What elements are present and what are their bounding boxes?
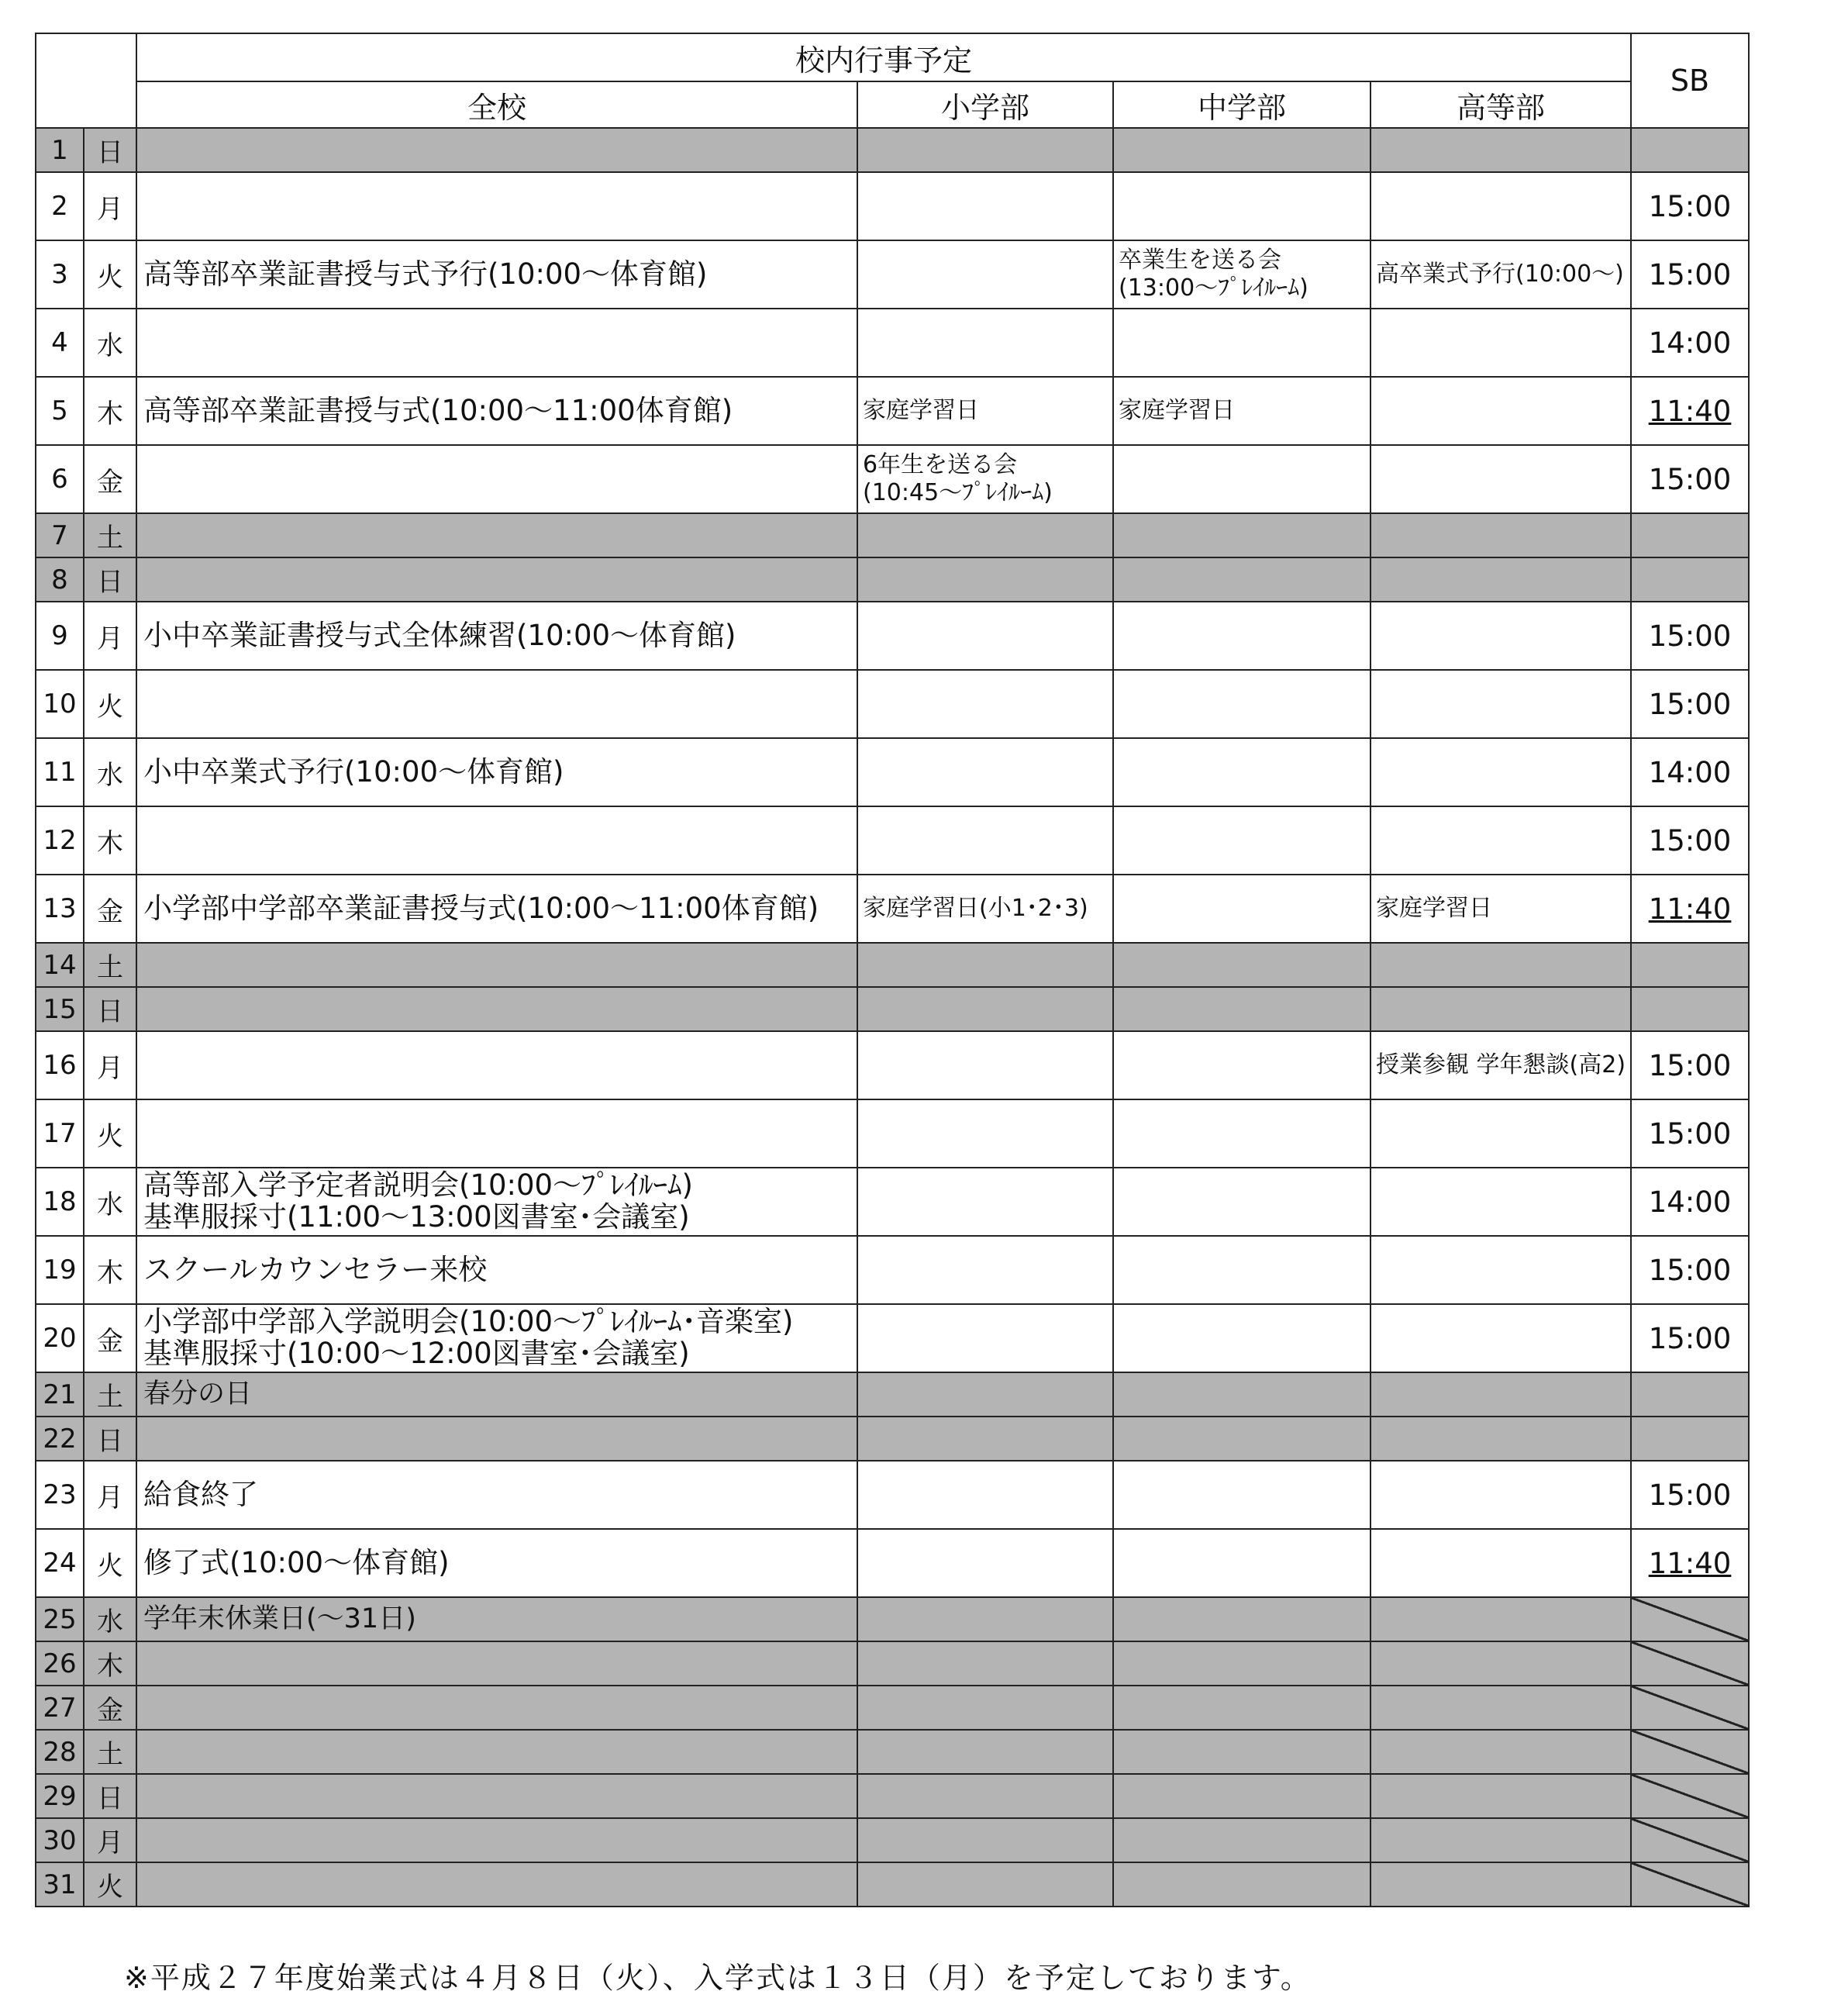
sb-time-value: 14:00 bbox=[1648, 755, 1732, 789]
weekday: 火 bbox=[84, 1862, 136, 1907]
event-all-school bbox=[136, 1686, 857, 1730]
day-number: 2 bbox=[36, 172, 84, 240]
event-middle bbox=[1113, 1031, 1370, 1099]
day-row bbox=[36, 1529, 1749, 1597]
event-high bbox=[1370, 1304, 1631, 1372]
sb-time-value: 11:40 bbox=[1648, 892, 1732, 926]
sb-time bbox=[1631, 1686, 1749, 1730]
sb-time bbox=[1631, 557, 1749, 602]
event-all-school bbox=[136, 128, 857, 172]
col-header-high: 高等部 bbox=[1370, 81, 1631, 128]
event-elementary bbox=[857, 172, 1113, 240]
event-elementary bbox=[857, 128, 1113, 172]
day-number: 31 bbox=[36, 1862, 84, 1907]
day-number: 29 bbox=[36, 1774, 84, 1818]
weekday: 火 bbox=[84, 670, 136, 738]
event-all-school bbox=[136, 309, 857, 377]
sb-time-value: 15:00 bbox=[1648, 1478, 1732, 1512]
sb-time-value: 11:40 bbox=[1648, 1546, 1732, 1580]
weekday: 日 bbox=[84, 1417, 136, 1461]
day-number: 12 bbox=[36, 806, 84, 875]
event-all-school bbox=[136, 943, 857, 987]
event-middle bbox=[1113, 1461, 1370, 1529]
day-number: 15 bbox=[36, 987, 84, 1031]
weekday: 木 bbox=[84, 377, 136, 445]
day-number: 16 bbox=[36, 1031, 84, 1099]
day-row bbox=[36, 806, 1749, 875]
event-elementary bbox=[857, 987, 1113, 1031]
day-row bbox=[36, 987, 1749, 1031]
event-middle bbox=[1113, 1730, 1370, 1774]
weekday: 木 bbox=[84, 806, 136, 875]
event-middle: 卒業生を送る会(13:00〜ﾌﾟﾚｲﾙｰﾑ) bbox=[1113, 240, 1370, 309]
day-number: 30 bbox=[36, 1818, 84, 1862]
day-row bbox=[36, 513, 1749, 557]
event-all-school: 小中卒業式予行(10:00〜体育館) bbox=[136, 738, 857, 806]
event-elementary bbox=[857, 1686, 1113, 1730]
event-elementary bbox=[857, 602, 1113, 670]
day-number: 11 bbox=[36, 738, 84, 806]
event-middle bbox=[1113, 1372, 1370, 1417]
schedule-body bbox=[36, 128, 1749, 1907]
event-elementary bbox=[857, 557, 1113, 602]
sb-time bbox=[1631, 1818, 1749, 1862]
event-all-school bbox=[136, 1730, 857, 1774]
event-high bbox=[1370, 557, 1631, 602]
day-row bbox=[36, 1597, 1749, 1641]
day-number: 9 bbox=[36, 602, 84, 670]
event-high bbox=[1370, 1236, 1631, 1304]
sb-time bbox=[1631, 943, 1749, 987]
weekday: 火 bbox=[84, 240, 136, 309]
event-middle bbox=[1113, 1236, 1370, 1304]
event-elementary bbox=[857, 240, 1113, 309]
day-row bbox=[36, 1168, 1749, 1236]
weekday: 木 bbox=[84, 1236, 136, 1304]
schedule-sheet bbox=[35, 33, 1748, 1924]
event-high bbox=[1370, 987, 1631, 1031]
weekday: 月 bbox=[84, 172, 136, 240]
event-all-school: 給食終了 bbox=[136, 1461, 857, 1529]
event-elementary bbox=[857, 806, 1113, 875]
weekday: 火 bbox=[84, 1529, 136, 1597]
event-middle bbox=[1113, 1529, 1370, 1597]
event-high bbox=[1370, 1529, 1631, 1597]
weekday: 土 bbox=[84, 1372, 136, 1417]
event-middle bbox=[1113, 1304, 1370, 1372]
day-row bbox=[36, 1641, 1749, 1686]
day-number: 26 bbox=[36, 1641, 84, 1686]
sb-time bbox=[1631, 670, 1749, 738]
event-all-school bbox=[136, 1641, 857, 1686]
event-middle bbox=[1113, 987, 1370, 1031]
event-all-school bbox=[136, 1031, 857, 1099]
sb-time bbox=[1631, 1372, 1749, 1417]
weekday: 金 bbox=[84, 1304, 136, 1372]
day-number: 24 bbox=[36, 1529, 84, 1597]
event-elementary bbox=[857, 1304, 1113, 1372]
event-middle bbox=[1113, 875, 1370, 943]
event-high bbox=[1370, 1417, 1631, 1461]
day-number: 19 bbox=[36, 1236, 84, 1304]
weekday: 金 bbox=[84, 1686, 136, 1730]
day-number: 23 bbox=[36, 1461, 84, 1529]
event-middle bbox=[1113, 172, 1370, 240]
event-all-school: 高等部卒業証書授与式(10:00〜11:00体育館) bbox=[136, 377, 857, 445]
event-elementary bbox=[857, 1818, 1113, 1862]
event-elementary bbox=[857, 1774, 1113, 1818]
sb-time-value: 14:00 bbox=[1648, 1185, 1732, 1219]
event-high bbox=[1370, 806, 1631, 875]
day-number: 6 bbox=[36, 445, 84, 513]
event-high bbox=[1370, 172, 1631, 240]
event-middle bbox=[1113, 1597, 1370, 1641]
event-middle bbox=[1113, 445, 1370, 513]
day-row bbox=[36, 1686, 1749, 1730]
weekday: 日 bbox=[84, 1774, 136, 1818]
event-all-school bbox=[136, 1774, 857, 1818]
day-row bbox=[36, 557, 1749, 602]
day-row bbox=[36, 602, 1749, 670]
event-elementary bbox=[857, 943, 1113, 987]
day-number: 25 bbox=[36, 1597, 84, 1641]
event-all-school: 高等部卒業証書授与式予行(10:00〜体育館) bbox=[136, 240, 857, 309]
group-header: 校内行事予定 bbox=[136, 33, 1631, 81]
event-middle bbox=[1113, 670, 1370, 738]
event-all-school: 高等部入学予定者説明会(10:00〜ﾌﾟﾚｲﾙｰﾑ) 基準服採寸(11:00〜13:00図書室･会議室) bbox=[136, 1168, 857, 1236]
event-elementary bbox=[857, 1372, 1113, 1417]
event-elementary: 家庭学習日(小1･2･3) bbox=[857, 875, 1113, 943]
sb-time-value: 15:00 bbox=[1648, 823, 1732, 858]
sb-time bbox=[1631, 1168, 1749, 1236]
sb-time-value: 15:00 bbox=[1648, 1116, 1732, 1151]
sb-time-value: 15:00 bbox=[1648, 462, 1732, 496]
sb-time-value: 15:00 bbox=[1648, 687, 1732, 721]
sb-time bbox=[1631, 1730, 1749, 1774]
event-all-school: 小学部中学部卒業証書授与式(10:00〜11:00体育館) bbox=[136, 875, 857, 943]
event-high bbox=[1370, 445, 1631, 513]
sb-time bbox=[1631, 377, 1749, 445]
event-all-school: 小中卒業証書授与式全体練習(10:00〜体育館) bbox=[136, 602, 857, 670]
sb-time bbox=[1631, 172, 1749, 240]
event-high bbox=[1370, 1641, 1631, 1686]
sb-time bbox=[1631, 1774, 1749, 1818]
sb-time bbox=[1631, 1304, 1749, 1372]
sb-time bbox=[1631, 128, 1749, 172]
footnote: ※平成２７年度始業式は４月８日（火）、入学式は１３日（月）を予定しております。 bbox=[124, 1961, 1312, 1995]
day-number: 7 bbox=[36, 513, 84, 557]
event-high bbox=[1370, 1372, 1631, 1417]
event-elementary bbox=[857, 309, 1113, 377]
sb-time bbox=[1631, 240, 1749, 309]
weekday: 土 bbox=[84, 943, 136, 987]
event-all-school bbox=[136, 670, 857, 738]
weekday: 月 bbox=[84, 1461, 136, 1529]
event-high bbox=[1370, 1686, 1631, 1730]
event-elementary bbox=[857, 1641, 1113, 1686]
weekday: 水 bbox=[84, 1597, 136, 1641]
sb-time bbox=[1631, 309, 1749, 377]
corner-cell bbox=[36, 33, 136, 128]
day-number: 17 bbox=[36, 1099, 84, 1168]
event-high bbox=[1370, 377, 1631, 445]
col-header-elementary: 小学部 bbox=[857, 81, 1113, 128]
event-high: 授業参観 学年懇談(高2) bbox=[1370, 1031, 1631, 1099]
sb-header: SB bbox=[1631, 33, 1749, 128]
day-row bbox=[36, 1818, 1749, 1862]
day-number: 8 bbox=[36, 557, 84, 602]
day-row bbox=[36, 1461, 1749, 1529]
event-elementary bbox=[857, 1236, 1113, 1304]
sb-time bbox=[1631, 987, 1749, 1031]
event-middle bbox=[1113, 943, 1370, 987]
day-number: 4 bbox=[36, 309, 84, 377]
day-row bbox=[36, 128, 1749, 172]
day-row bbox=[36, 1099, 1749, 1168]
day-number: 21 bbox=[36, 1372, 84, 1417]
event-middle bbox=[1113, 806, 1370, 875]
weekday: 日 bbox=[84, 128, 136, 172]
sb-time-value: 15:00 bbox=[1648, 1321, 1732, 1355]
event-middle bbox=[1113, 557, 1370, 602]
event-all-school bbox=[136, 1099, 857, 1168]
event-high: 高卒業式予行(10:00〜) bbox=[1370, 240, 1631, 309]
event-elementary bbox=[857, 1031, 1113, 1099]
weekday: 金 bbox=[84, 445, 136, 513]
day-row bbox=[36, 1031, 1749, 1099]
event-all-school bbox=[136, 806, 857, 875]
event-elementary bbox=[857, 738, 1113, 806]
event-middle bbox=[1113, 1099, 1370, 1168]
day-number: 20 bbox=[36, 1304, 84, 1372]
schedule-table bbox=[35, 33, 1750, 1907]
day-row bbox=[36, 1304, 1749, 1372]
sb-time bbox=[1631, 1417, 1749, 1461]
event-high bbox=[1370, 670, 1631, 738]
event-elementary bbox=[857, 670, 1113, 738]
sb-time-value: 15:00 bbox=[1648, 257, 1732, 292]
weekday: 火 bbox=[84, 1099, 136, 1168]
event-elementary: 6年生を送る会(10:45〜ﾌﾟﾚｲﾙｰﾑ) bbox=[857, 445, 1113, 513]
day-number: 3 bbox=[36, 240, 84, 309]
event-middle bbox=[1113, 513, 1370, 557]
day-row bbox=[36, 1417, 1749, 1461]
event-all-school bbox=[136, 1862, 857, 1907]
event-middle bbox=[1113, 1862, 1370, 1907]
weekday: 水 bbox=[84, 309, 136, 377]
event-high bbox=[1370, 943, 1631, 987]
day-row bbox=[36, 240, 1749, 309]
event-elementary bbox=[857, 1597, 1113, 1641]
event-high bbox=[1370, 1818, 1631, 1862]
event-middle bbox=[1113, 309, 1370, 377]
event-all-school bbox=[136, 1818, 857, 1862]
day-row bbox=[36, 670, 1749, 738]
sb-time bbox=[1631, 1597, 1749, 1641]
day-number: 10 bbox=[36, 670, 84, 738]
sb-time bbox=[1631, 1031, 1749, 1099]
sb-time bbox=[1631, 602, 1749, 670]
event-elementary bbox=[857, 1168, 1113, 1236]
sb-time bbox=[1631, 738, 1749, 806]
weekday: 水 bbox=[84, 1168, 136, 1236]
event-high bbox=[1370, 1099, 1631, 1168]
event-middle bbox=[1113, 602, 1370, 670]
day-row bbox=[36, 1730, 1749, 1774]
event-all-school: 学年末休業日(〜31日) bbox=[136, 1597, 857, 1641]
sb-time bbox=[1631, 1099, 1749, 1168]
day-row bbox=[36, 1372, 1749, 1417]
sb-time-value: 15:00 bbox=[1648, 619, 1732, 653]
sb-time bbox=[1631, 1236, 1749, 1304]
day-row bbox=[36, 1862, 1749, 1907]
event-high bbox=[1370, 1774, 1631, 1818]
event-all-school: 修了式(10:00〜体育館) bbox=[136, 1529, 857, 1597]
event-high bbox=[1370, 1597, 1631, 1641]
event-middle bbox=[1113, 1686, 1370, 1730]
event-middle bbox=[1113, 1417, 1370, 1461]
sb-time-value: 15:00 bbox=[1648, 189, 1732, 223]
day-row bbox=[36, 943, 1749, 987]
sb-time-value: 15:00 bbox=[1648, 1048, 1732, 1082]
day-number: 18 bbox=[36, 1168, 84, 1236]
sb-time-value: 15:00 bbox=[1648, 1253, 1732, 1287]
weekday: 月 bbox=[84, 1818, 136, 1862]
event-all-school bbox=[136, 513, 857, 557]
col-header-middle: 中学部 bbox=[1113, 81, 1370, 128]
event-all-school bbox=[136, 172, 857, 240]
weekday: 月 bbox=[84, 1031, 136, 1099]
event-high bbox=[1370, 738, 1631, 806]
event-middle bbox=[1113, 1818, 1370, 1862]
weekday: 木 bbox=[84, 1641, 136, 1686]
day-number: 22 bbox=[36, 1417, 84, 1461]
weekday: 金 bbox=[84, 875, 136, 943]
event-high bbox=[1370, 309, 1631, 377]
weekday: 日 bbox=[84, 987, 136, 1031]
sb-time-value: 14:00 bbox=[1648, 326, 1732, 360]
day-row bbox=[36, 172, 1749, 240]
sb-time bbox=[1631, 875, 1749, 943]
weekday: 月 bbox=[84, 602, 136, 670]
day-row bbox=[36, 445, 1749, 513]
weekday: 日 bbox=[84, 557, 136, 602]
day-row bbox=[36, 1774, 1749, 1818]
event-high bbox=[1370, 1730, 1631, 1774]
sb-time-value: 11:40 bbox=[1648, 394, 1732, 428]
weekday: 土 bbox=[84, 513, 136, 557]
event-elementary bbox=[857, 1461, 1113, 1529]
event-all-school bbox=[136, 987, 857, 1031]
day-number: 13 bbox=[36, 875, 84, 943]
event-middle bbox=[1113, 738, 1370, 806]
event-high bbox=[1370, 1461, 1631, 1529]
sb-time bbox=[1631, 1641, 1749, 1686]
day-number: 28 bbox=[36, 1730, 84, 1774]
event-all-school: 小学部中学部入学説明会(10:00〜ﾌﾟﾚｲﾙｰﾑ･音楽室) 基準服採寸(10:00〜12:00図書室･会議室) bbox=[136, 1304, 857, 1372]
event-all-school: スクールカウンセラー来校 bbox=[136, 1236, 857, 1304]
event-high bbox=[1370, 128, 1631, 172]
event-high bbox=[1370, 513, 1631, 557]
day-row bbox=[36, 309, 1749, 377]
event-elementary bbox=[857, 1529, 1113, 1597]
event-elementary bbox=[857, 1417, 1113, 1461]
day-row bbox=[36, 738, 1749, 806]
sb-time bbox=[1631, 1862, 1749, 1907]
event-middle bbox=[1113, 128, 1370, 172]
event-high bbox=[1370, 602, 1631, 670]
event-elementary bbox=[857, 1862, 1113, 1907]
sb-time bbox=[1631, 445, 1749, 513]
event-elementary: 家庭学習日 bbox=[857, 377, 1113, 445]
event-elementary bbox=[857, 513, 1113, 557]
day-row bbox=[36, 377, 1749, 445]
event-middle bbox=[1113, 1641, 1370, 1686]
event-high: 家庭学習日 bbox=[1370, 875, 1631, 943]
event-middle: 家庭学習日 bbox=[1113, 377, 1370, 445]
event-high bbox=[1370, 1862, 1631, 1907]
weekday: 土 bbox=[84, 1730, 136, 1774]
event-elementary bbox=[857, 1099, 1113, 1168]
sb-time bbox=[1631, 513, 1749, 557]
event-elementary bbox=[857, 1730, 1113, 1774]
weekday: 水 bbox=[84, 738, 136, 806]
day-row bbox=[36, 1236, 1749, 1304]
event-middle bbox=[1113, 1774, 1370, 1818]
event-all-school: 春分の日 bbox=[136, 1372, 857, 1417]
day-number: 1 bbox=[36, 128, 84, 172]
sb-time bbox=[1631, 806, 1749, 875]
sb-time bbox=[1631, 1461, 1749, 1529]
event-all-school bbox=[136, 445, 857, 513]
event-middle bbox=[1113, 1168, 1370, 1236]
sb-time bbox=[1631, 1529, 1749, 1597]
col-header-all: 全校 bbox=[136, 81, 857, 128]
day-number: 5 bbox=[36, 377, 84, 445]
event-all-school bbox=[136, 1417, 857, 1461]
day-number: 27 bbox=[36, 1686, 84, 1730]
day-row bbox=[36, 875, 1749, 943]
event-high bbox=[1370, 1168, 1631, 1236]
day-number: 14 bbox=[36, 943, 84, 987]
event-all-school bbox=[136, 557, 857, 602]
